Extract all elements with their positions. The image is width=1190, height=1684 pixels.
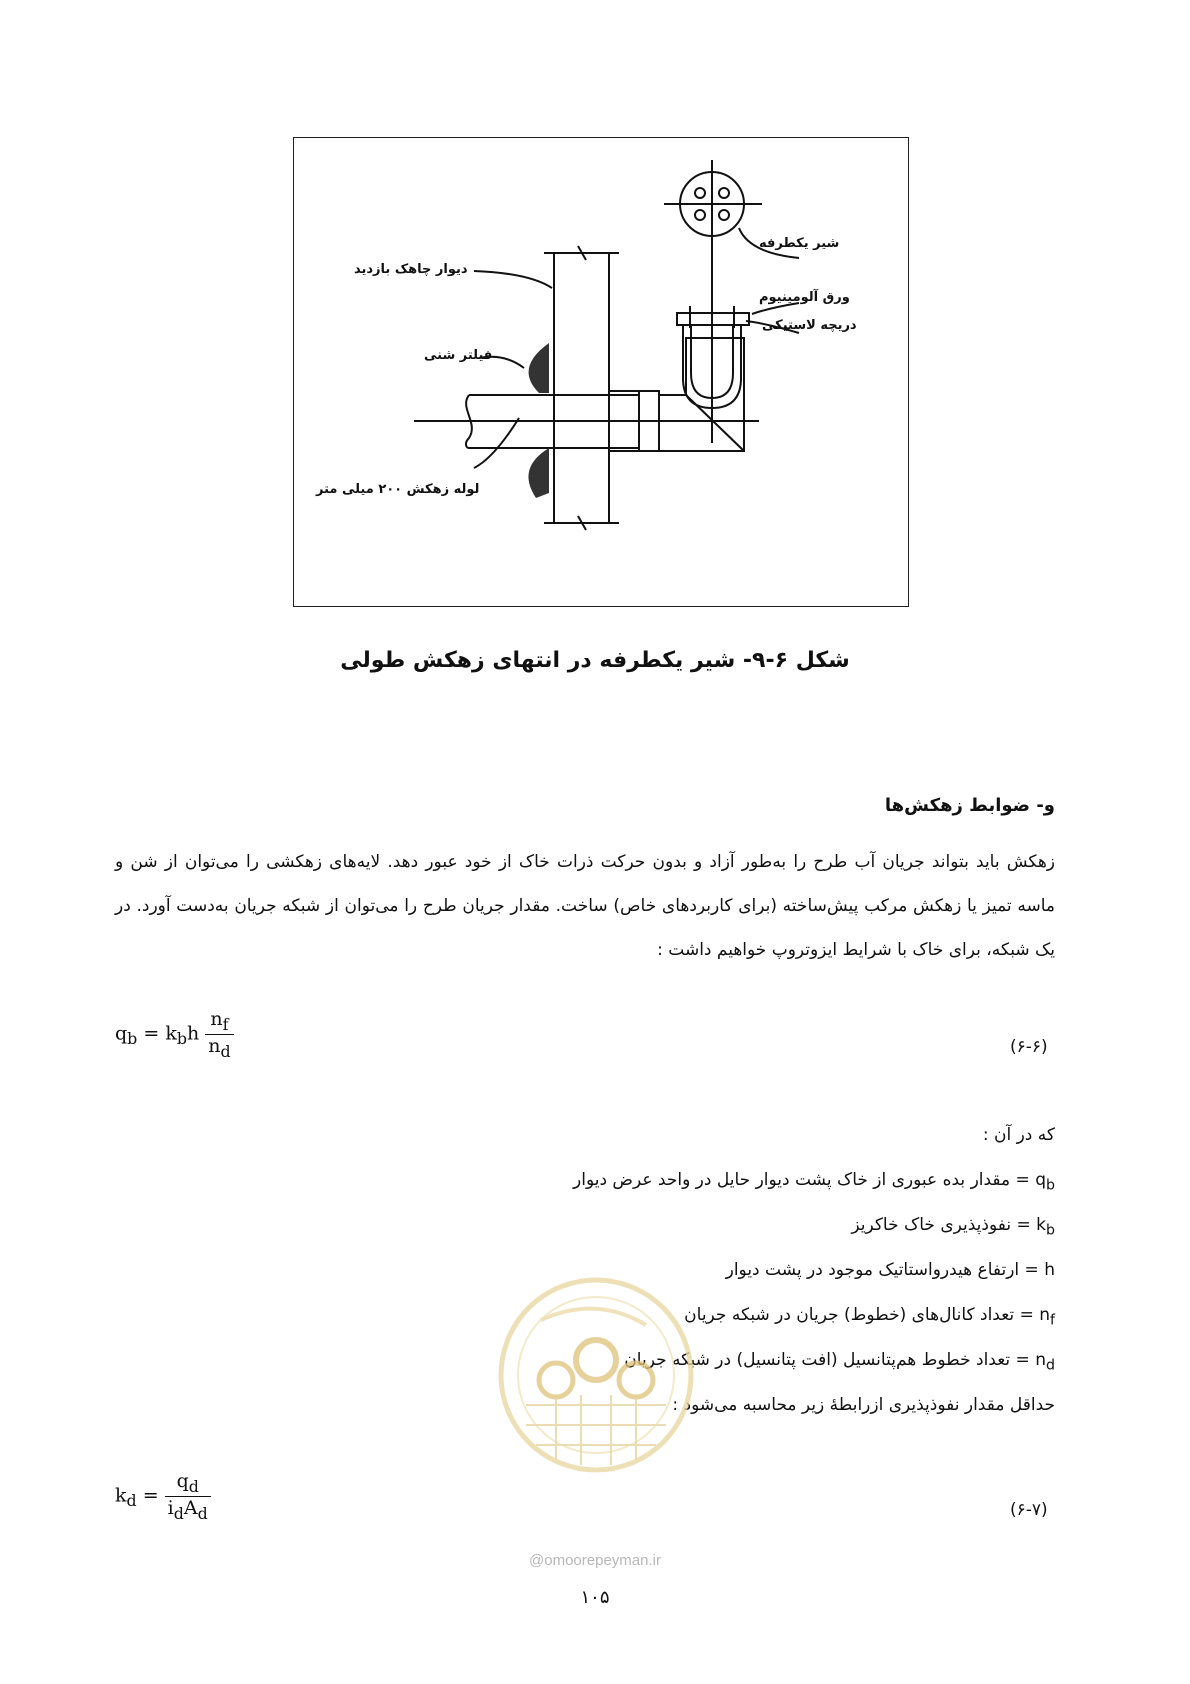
fraction: $\frac{q_d}{i_dA_d}$ [165, 1470, 211, 1523]
definition-item: $q_b$ = مقدار بده عبوری از خاک پشت دیوار حایل در واحد عرض دیوار [573, 1170, 1055, 1194]
label-wall: دیوار چاهک بازدید [354, 262, 468, 277]
watermark-logo [496, 1275, 696, 1475]
definition-item: $k_b$ = نفوذپذیری خاک خاکریز [851, 1215, 1055, 1239]
label-gravel-filter: فیلتر شنی [424, 348, 493, 363]
section-heading: و- ضوابط زهکش‌ها [884, 795, 1055, 816]
watermark-site: @omoorepeyman.ir [529, 1552, 661, 1569]
label-valve: شیر یکطرفه [759, 236, 840, 251]
section-paragraph: زهکش باید بتواند جریان آب طرح را به‌طور آزاد و بدون حرکت ذرات خاک از خود عبور دهد. لایه‌های زهکشی را می‌توان از شن و ماسه تمیز یا زهکش مرکب پیش‌ساخته (برای کاربردهای خاص) ساخت. مقدار جریان طرح را می‌توان از شبکه جریان به‌دست آورد. در یک شبکه، برای خاک با شرایط ایزوتروپ خواهیم داشت : [115, 852, 1055, 960]
equation-number: (۶-۶) [1010, 1037, 1048, 1057]
figure-caption: شکل ۶-۹- شیر یکطرفه در انتهای زهکش طولی [340, 648, 850, 673]
definition-item: $n_d$ = تعداد خطوط هم‌پتانسیل (افت پتانسیل) در شبکه جریان [624, 1350, 1055, 1374]
check-valve-drawing [294, 138, 910, 608]
definitions-outro: حداقل مقدار نفوذپذیری ازرابطهٔ زیر محاسبه می‌شود : [672, 1395, 1055, 1415]
fraction: $\frac{n_f}{n_d}$ [205, 1008, 233, 1061]
label-pipe: لوله زهکش ۲۰۰ میلی متر [316, 482, 480, 497]
label-rubber-flap: دریچه لاستیکی [762, 318, 857, 333]
equation-number: (۶-۷) [1010, 1500, 1048, 1520]
equation-6-6: $q_b = k_bh$ $\frac{n_f}{n_d}$ [115, 1008, 234, 1061]
definition-item: h = ارتفاع هیدرواستاتیک موجود در پشت دیوار [725, 1260, 1055, 1280]
definition-item: $n_f$ = تعداد کانال‌های (خطوط) جریان در شبکه جریان [684, 1305, 1055, 1329]
figure-frame [293, 137, 909, 607]
label-aluminum-sheet: ورق آلومینیوم [759, 290, 850, 305]
equation-6-7: $k_d$ = $\frac{q_d}{i_dA_d}$ [115, 1470, 211, 1523]
definitions-intro: که در آن : [982, 1125, 1055, 1145]
page-number: ۱۰۵ [580, 1587, 610, 1608]
